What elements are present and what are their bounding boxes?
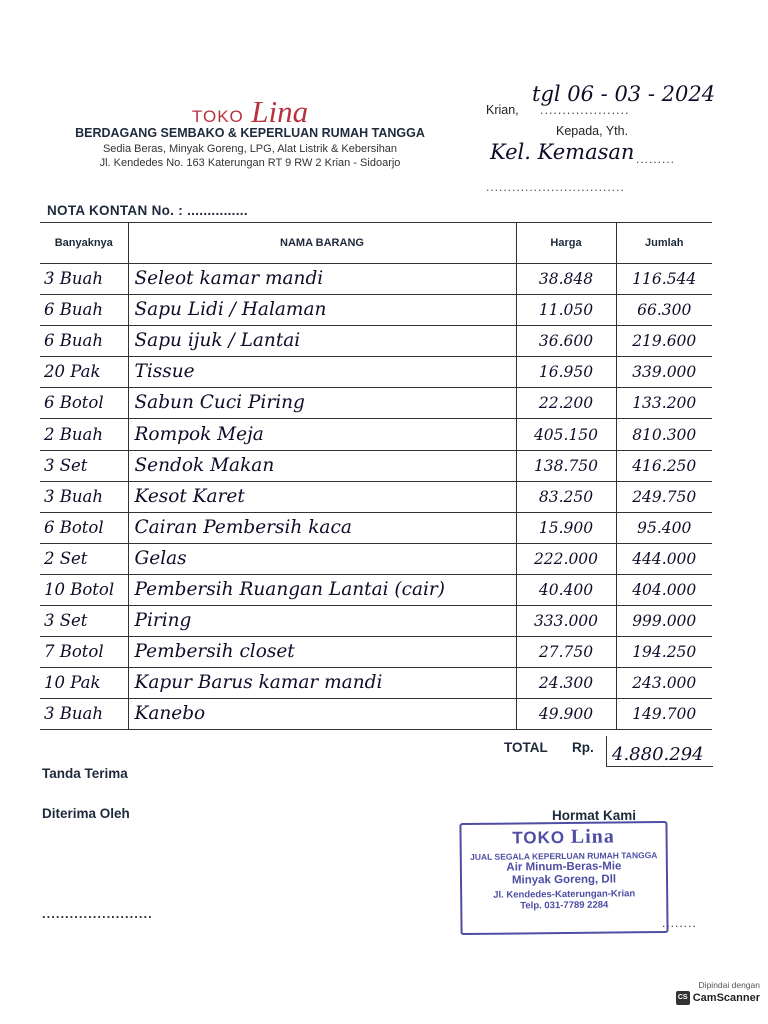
item-quantity-cell [40,388,128,419]
item-amount-cell [616,699,712,730]
item-price-cell [516,574,616,605]
item-amount: 66.300 [637,301,692,320]
received-by-label: Diterima Oleh [42,806,130,821]
table-row [40,606,712,637]
table-row [40,699,712,730]
item-amount: 339.000 [632,363,697,382]
table-row [40,637,712,668]
item-name-cell [128,419,516,450]
item-name-cell [128,264,516,295]
stamp-header [461,825,665,850]
item-quantity: 3 Buah [44,704,103,724]
item-amount-cell [616,388,712,419]
item-quantity-cell [40,606,128,637]
item-amount-cell [616,295,712,326]
stamp-address: Jl. Kendedes-Katerungan-Krian [493,888,636,901]
item-amount-cell [616,543,712,574]
item-amount-cell [616,512,712,543]
table-row [40,668,712,699]
item-price: 11.050 [538,301,594,320]
item-quantity: 2 Set [44,548,88,568]
item-name: Pembersih closet [134,641,295,663]
item-name-cell [128,668,516,699]
table-body [40,264,712,730]
item-name: Sapu ijuk / Lantai [134,330,301,352]
store-title [60,94,440,130]
item-amount: 219.600 [632,332,697,351]
column-header-item-name: NAMA BARANG [128,223,516,264]
column-header-quantity: Banyaknya [40,223,128,264]
table-row [40,574,712,605]
item-name: Tissue [134,361,195,383]
item-quantity-cell [40,668,128,699]
table-row [40,512,712,543]
total-label: TOTAL [504,740,548,755]
item-quantity: 7 Botol [44,642,104,662]
store-tagline: BERDAGANG SEMBAKO & KEPERLUAN RUMAH TANGGA [75,126,425,140]
recipient-second-line: ................................ [486,180,625,194]
item-price-cell [516,512,616,543]
item-amount-cell [616,668,712,699]
table-row [40,388,712,419]
scanner-brand [664,991,760,1005]
item-quantity: 6 Buah [44,300,103,320]
item-amount: 810.300 [632,425,697,444]
item-price: 38.848 [538,270,594,289]
item-amount-cell [616,450,712,481]
store-stamp [459,821,668,935]
item-amount: 95.400 [637,518,692,537]
item-price: 16.950 [538,363,594,382]
table-header-row [40,223,712,264]
item-name: Kapur Barus kamar mandi [134,672,383,694]
item-name-cell [128,543,516,574]
item-amount-cell [616,637,712,668]
item-amount-cell [616,574,712,605]
stamp-goods-line-2: Minyak Goreng, Dll [511,873,617,887]
item-quantity-cell [40,326,128,357]
item-price: 24.300 [538,674,594,693]
nota-number-label: NOTA KONTAN No. : ............... [47,203,248,218]
item-price-cell [516,481,616,512]
item-amount: 243.000 [632,674,697,693]
item-amount: 416.250 [632,456,697,475]
item-quantity-cell [40,450,128,481]
item-price-cell [516,606,616,637]
store-logo-name: Lina [251,94,309,129]
item-quantity-cell [40,419,128,450]
item-amount: 133.200 [632,394,697,413]
item-amount: 999.000 [632,612,697,631]
date-value: tgl 06 - 03 - 2024 [532,82,716,106]
item-amount-cell [616,419,712,450]
item-price-cell [516,357,616,388]
item-price-cell [516,699,616,730]
item-name: Piring [134,610,192,632]
to-label: Kepada, Yth. [556,124,629,138]
item-name: Pembersih Ruangan Lantai (cair) [134,578,445,600]
table-row [40,295,712,326]
city-label: Krian, [486,103,519,117]
table-row [40,543,712,574]
receiver-signature-line: ........................ [42,906,153,921]
item-price-cell [516,450,616,481]
item-name: Seleot kamar mandi [134,268,324,290]
item-quantity-cell [40,481,128,512]
item-amount: 149.700 [632,705,697,724]
item-amount-cell [616,326,712,357]
item-amount: 249.750 [632,487,697,506]
item-quantity-cell [40,543,128,574]
table-row [40,450,712,481]
item-price: 49.900 [538,705,594,724]
item-price: 333.000 [533,612,599,631]
item-quantity-cell [40,574,128,605]
item-amount: 116.544 [632,270,697,289]
item-price-cell [516,637,616,668]
recipient-dotted-line: ......... [636,152,676,166]
item-price: 36.600 [538,332,594,351]
item-quantity: 3 Buah [44,269,103,289]
column-header-amount: Jumlah [616,223,712,264]
item-quantity: 6 Buah [44,331,103,351]
item-quantity-cell [40,264,128,295]
stamp-goods-line-1: Air Minum-Beras-Mie [506,860,622,874]
store-title-prefix: TOKO [191,107,244,126]
item-name-cell [128,295,516,326]
item-quantity-cell [40,295,128,326]
item-amount: 194.250 [632,643,697,662]
item-amount-cell [616,606,712,637]
item-amount-cell [616,481,712,512]
item-price-cell [516,388,616,419]
item-price-cell [516,326,616,357]
item-name-cell [128,481,516,512]
item-quantity-cell [40,357,128,388]
item-price: 27.750 [538,643,594,662]
item-amount: 404.000 [632,580,697,599]
item-name-cell [128,512,516,543]
item-quantity-cell [40,699,128,730]
total-value: 4.880.294 [612,744,704,765]
item-quantity-cell [40,512,128,543]
item-quantity: 3 Set [44,455,88,475]
stamp-tagline: JUAL SEGALA KEPERLUAN RUMAH TANGGA [470,850,658,862]
camscanner-icon: CS [676,991,690,1005]
column-header-price: Harga [516,223,616,264]
item-price: 222.000 [533,549,599,568]
store-goods: Sedia Beras, Minyak Goreng, LPG, Alat Listrik & Kebersihan [102,143,398,155]
item-name: Kanebo [134,703,206,725]
item-price: 15.900 [538,518,594,537]
item-name-cell [128,699,516,730]
item-name-cell [128,574,516,605]
store-address: Jl. Kendedes No. 163 Katerungan RT 9 RW 2 Krian - Sidoarjo [99,157,401,169]
item-quantity: 6 Botol [44,393,104,413]
item-quantity-cell [40,637,128,668]
item-name: Sapu Lidi / Halaman [134,299,327,321]
item-quantity: 2 Buah [44,424,103,444]
recipient-value: Kel. Kemasan [490,140,635,164]
item-amount: 444.000 [632,549,697,568]
item-name: Sabun Cuci Piring [134,392,305,414]
item-name-cell [128,388,516,419]
sender-signature-line: ........ [662,916,697,930]
date-dotted-line: .................... [540,103,630,117]
item-name: Kesot Karet [134,485,245,507]
scanner-watermark [664,980,760,1005]
item-price-cell [516,419,616,450]
table-row [40,326,712,357]
item-name-cell [128,450,516,481]
scanner-caption: Dipindai dengan [698,980,760,990]
item-name: Sendok Makan [134,454,275,476]
item-quantity: 20 Pak [44,362,101,382]
item-price: 405.150 [533,425,599,444]
item-quantity: 3 Set [44,611,88,631]
item-price: 22.200 [538,394,594,413]
item-price-cell [516,264,616,295]
item-price-cell [516,543,616,574]
item-quantity: 10 Pak [44,673,101,693]
item-quantity: 3 Buah [44,486,103,506]
total-currency: Rp. [572,740,594,755]
item-price: 83.250 [538,487,594,506]
item-name: Cairan Pembersih kaca [134,516,352,538]
stamp-phone: Telp. 031-7789 2284 [520,899,609,912]
table-row [40,357,712,388]
item-name: Gelas [134,547,187,569]
item-price: 138.750 [533,456,599,475]
item-amount-cell [616,264,712,295]
stamp-prefix: TOKO [512,827,566,848]
item-quantity: 10 Botol [44,579,115,599]
table-row [40,419,712,450]
item-name-cell [128,637,516,668]
item-name: Rompok Meja [134,423,264,445]
table-row [40,481,712,512]
item-name-cell [128,357,516,388]
item-price-cell [516,668,616,699]
item-name-cell [128,606,516,637]
invoice-table [40,222,712,730]
item-price-cell [516,295,616,326]
item-name-cell [128,326,516,357]
regards-label: Hormat Kami [552,808,637,823]
item-amount-cell [616,357,712,388]
scanner-name: CamScanner [692,992,760,1004]
table-row [40,264,712,295]
item-price: 40.400 [538,580,594,599]
stamp-store-name: Lina [570,825,615,848]
receipt-label: Tanda Terima [42,766,128,781]
item-quantity: 6 Botol [44,517,104,537]
